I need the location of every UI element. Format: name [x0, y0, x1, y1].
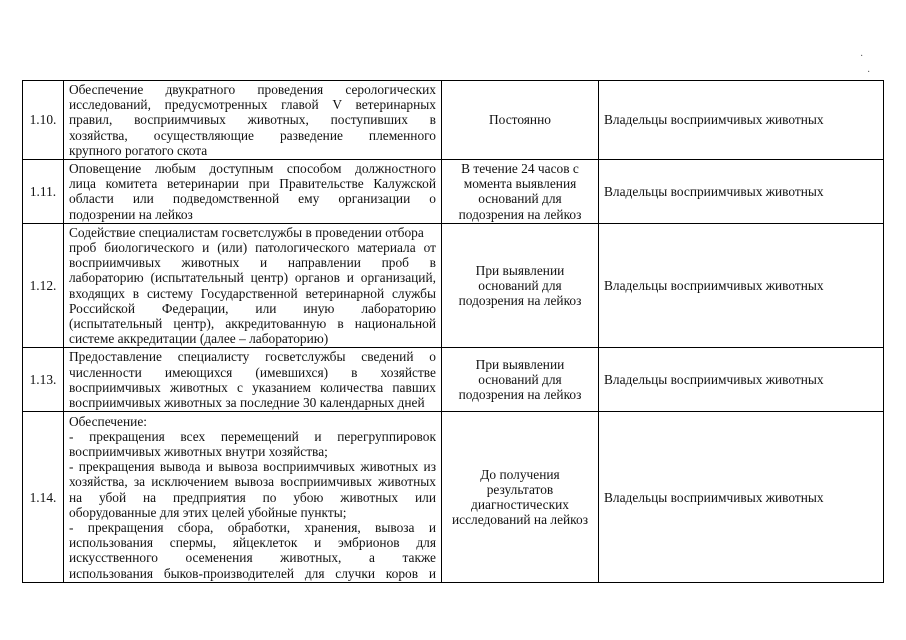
measure-line: подозрении на лейкоз: [69, 206, 193, 222]
responsible-cell: Владельцы восприимчивых животных: [599, 412, 884, 583]
row-number: 1.10.: [23, 81, 64, 160]
table-row: [23, 223, 884, 348]
measure-line: крупного рогатого скота: [69, 142, 208, 158]
measure-line: хозяйства, осуществляющие разведение племенного: [69, 127, 436, 143]
measure-cell: [64, 160, 442, 224]
row-number: 1.12.: [23, 223, 64, 348]
measure-line: восприимчивых животных и направлении проб в: [69, 255, 436, 271]
measure-cell: [64, 348, 442, 412]
term-cell: При выявлении оснований для подозрения на лейкоз: [442, 348, 599, 412]
measure-line: на убой на предприятия по убою животных или: [69, 489, 436, 505]
measure-line: - прекращения всех перемещений и перегруппировок: [69, 428, 436, 444]
measure-line: оборудованные для этих целей убойные пункты;: [69, 504, 347, 520]
measures-table: [22, 80, 884, 583]
measure-line: правил, восприимчивых животных, поступивших в: [69, 112, 436, 128]
measure-line: Обеспечение двукратного проведения серологических: [69, 82, 436, 97]
measure-line: области или подведомственной ему организации о: [69, 191, 436, 207]
row-number: 1.11.: [23, 160, 64, 224]
measure-line: Содействие специалистам госветслужбы в проведении отбора: [69, 224, 424, 240]
measure-line: восприимчивых животных с указанием количества павших: [69, 379, 436, 395]
term-cell: В течение 24 часов с момента выявления оснований для подозрения на лейкоз: [442, 160, 599, 224]
measure-line: исследований, предусмотренных главой V ветеринарных: [69, 97, 436, 113]
measure-line: проб биологического и (или) патологического материала от: [69, 240, 436, 256]
row-number: 1.13.: [23, 348, 64, 412]
responsible-cell: Владельцы восприимчивых животных: [599, 81, 884, 160]
term-cell: При выявлении оснований для подозрения на лейкоз: [442, 223, 599, 348]
measure-cell: [64, 223, 442, 348]
measure-line: системе аккредитации (далее – лабораторию): [69, 331, 329, 347]
measure-line: Обеспечение:: [69, 413, 147, 429]
measure-line: восприимчивых животных за последние 30 календарных дней: [69, 395, 425, 411]
term-cell: Постоянно: [442, 81, 599, 160]
measure-cell: [64, 81, 442, 160]
responsible-cell: Владельцы восприимчивых животных: [599, 348, 884, 412]
measure-line: использования быков-производителей для случки коров и: [69, 565, 436, 581]
measure-line: численности имеющихся (имевшихся) в хозяйстве: [69, 364, 436, 380]
term-cell: До получения результатов диагностических исследований на лейкоз: [442, 412, 599, 583]
measure-cell: [64, 412, 442, 583]
measure-line: Российской Федерации, или иную лабораторию: [69, 300, 436, 316]
measure-line: - прекращения сбора, обработки, хранения, вывоза и: [69, 520, 436, 536]
table-row: [23, 412, 884, 583]
measure-line: Предоставление специалисту госветслужбы сведений о: [69, 349, 436, 365]
measure-line: хозяйства, за исключением вывоза восприимчивых животных: [69, 474, 436, 490]
table-body: [23, 81, 884, 583]
measure-line: лабораторию (испытательный центр) органов и организаций,: [69, 270, 436, 286]
row-number: 1.14.: [23, 412, 64, 583]
table-row: [23, 348, 884, 412]
scan-specks: · ·: [860, 51, 871, 78]
measure-line: Оповещение любым доступным способом должностного: [69, 161, 436, 177]
measure-line: искусственного осеменения животных, а также: [69, 550, 436, 566]
measure-line: лица комитета ветеринарии при Правительстве Калужской: [69, 176, 436, 192]
measure-line: (испытательный центр), аккредитованную в национальной: [69, 316, 436, 332]
table-row: [23, 160, 884, 224]
measure-line: - прекращения вывода и вывоза восприимчивых животных из: [69, 459, 436, 475]
responsible-cell: Владельцы восприимчивых животных: [599, 223, 884, 348]
measure-line: использования спермы, яйцеклеток и эмбрионов для: [69, 535, 436, 551]
measure-line: восприимчивых животных внутри хозяйства;: [69, 444, 328, 460]
responsible-cell: Владельцы восприимчивых животных: [599, 160, 884, 224]
measure-line: входящих в систему Государственной ветеринарной службы: [69, 285, 436, 301]
table-row: [23, 81, 884, 160]
